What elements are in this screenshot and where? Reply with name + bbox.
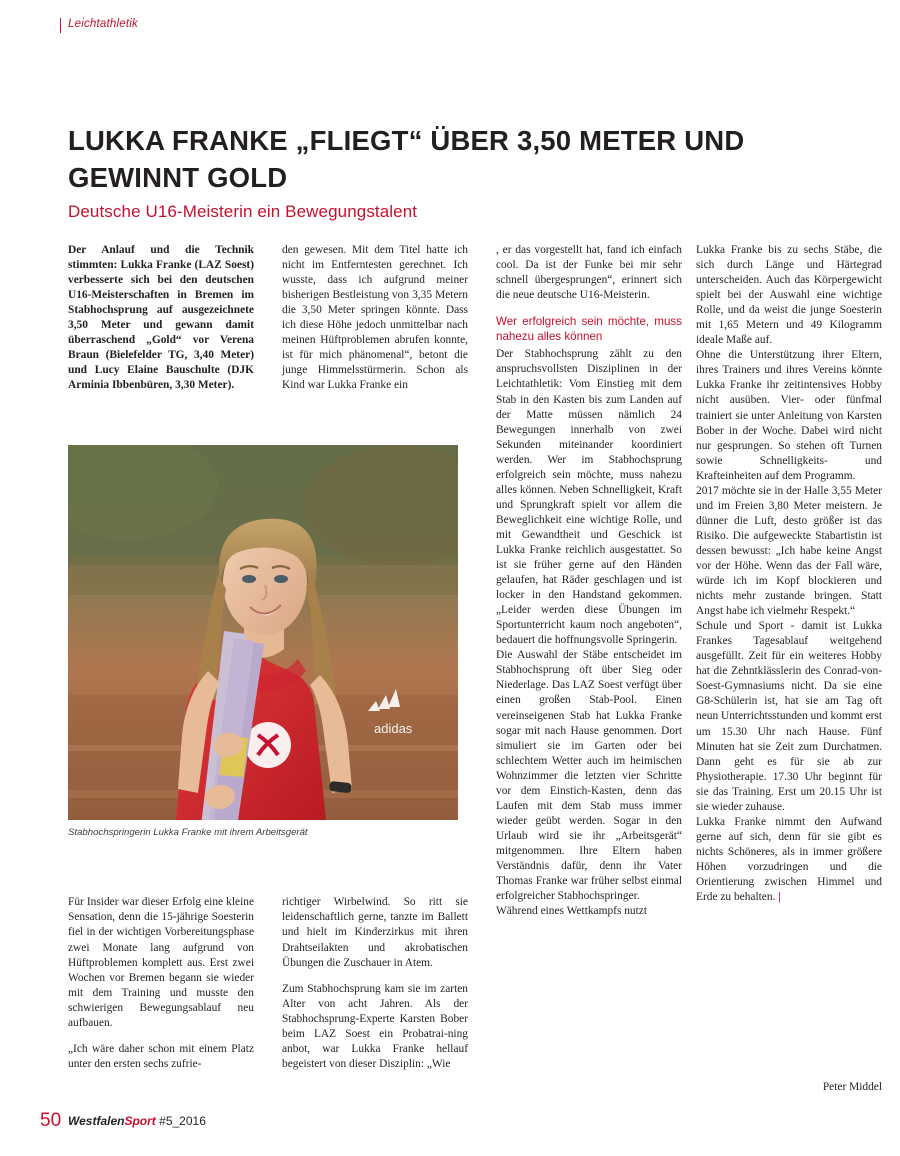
paragraph: Während eines Wettkampfs nutzt xyxy=(496,905,648,918)
paragraph: , er das vorgestellt hat, fand ich einfach cool. Da ist der Funke bei mir sehr schnell übergesprungen“, erinnert sich die neue deutsche U16-Meisterin. xyxy=(496,244,682,302)
paragraph: Für Insider war dieser Erfolg eine kleine Sensation, denn die 15-jährige Soesterin fiel in der wichtigen Vorbereitungsphase zwei Monate lang aufgrund von Hüftproblemen komplett aus. Erst zwei Wochen vor Bremen begann sie wieder mit dem Training und musste den schwierigen Bewegungsablauf neu aufbauen. xyxy=(68,896,254,1029)
text-column-1 xyxy=(68,243,254,393)
end-mark: | xyxy=(778,891,781,904)
brand-name-part2: Sport xyxy=(124,1114,156,1128)
paragraph: Schule und Sport - damit ist Lukka Frankes Tagesablauf weitgehend ausgefüllt. Zeit für ein weiteres Hobby hat die Zehntklässlerin des Conrad-von-Soest-Gymnasiums nicht. Da sie eine G8-Schülerin ist, hat sie am Tag oft neun Unterrichtsstunden und kommt erst um 15.30 Uhr nach Hause. Fünf Minuten hat sie Zeit zum Durchatmen. Dann geht es für sie ab zur Physiotherapie. 17.30 Uhr beginnt für sie das Training. Erst um 20.15 Uhr ist sie wieder zuhause. xyxy=(696,620,883,813)
paragraph: den gewesen. Mit dem Titel hatte ich nicht im Entferntesten gerechnet. Ich wusste, dass ich aufgrund meiner bisherigen Bestleistung von 3,35 Metern die 3,50 Meter springen könnte. Dass ich diese Höhe jedoch unmittelbar nach meinen Hüftproblemen abrufen konnte, ist für mich phänomenal“, betont die junge Himmelsstürmerin. Schon als Kind war Lukka Franke ein xyxy=(282,244,468,392)
photo-graphic xyxy=(68,445,458,820)
text-column-1-lower xyxy=(68,884,254,1084)
text-column-4 xyxy=(696,243,882,905)
paragraph: Ohne die Unterstützung ihrer Eltern, ihres Trainers und ihres Vereins könnte Lukka Franke ihr zeitintensives Hobby nicht ausüben. Vier- oder fünfmal trainiert sie unter Anleitung von Karsten Bober in der Woche. Dabei wird nicht nur gesprungen. So stehen oft Turnen sowie Schnelligkeits- und Krafteinheiten auf dem Programm. xyxy=(696,349,882,482)
byline: Peter Middel xyxy=(822,1081,882,1093)
paragraph xyxy=(696,815,882,905)
paragraph: Der Stabhochsprung zählt zu den anspruchsvollsten Disziplinen in der Leichtathletik: Vom Einstieg mit dem Stab in den Kasten bis zum Landen auf der Matte müssen nämlich 24 Bewegungen innerhalb von zwei Sekunden miteinander koordiniert werden. Wer im Stabhochsprung erfolgreich sein möchte, muss nahezu alles können. Neben Schnelligkeit, Kraft und Sprungkraft spielt vor allem die Beweglichkeit eine wichtige Rolle, und mit Gewandtheit und Geschick ist Lukka Franke reichlich ausgestattet. So ist sie früher gerne auf den Händen gelaufen, hat Räder geschlagen und ist locker in den Handstand gekommen. „Leider werden diese Übungen im Sportunterricht kaum noch angeboten“, bedauert die hoffnungsvolle Springerin. xyxy=(496,348,682,647)
paragraph-text: Lukka Franke nimmt den Aufwand gerne auf sich, denn für sie gibt es nichts Schöneres, als in immer größere Höhen vorzudringen und die Orientierung zwischen Himmel und Erde zu behalten. xyxy=(696,815,882,904)
paragraph: Die Auswahl der Stäbe entscheidet im Stabhochsprung oft über Sieg oder Niederlage. Das LAZ Soest verfügt über einen großen Stab-Pool. Einen vereinseigenen Stab hat Lukka Franke sogar mit nach Hause genommen. Dort simuliert sie im Garten oder bei schlechtem Wetter auch im heimischen Wohnzimmer die letzten vier Schritte vor dem Einstich-Kasten, denn das Laufen mit dem Stab muss immer wieder geübt werden. Sogar in den Urlaub wird sie ihr „Arbeitsgerät“ mitgenommen. Ihre Eltern haben Verständnis dafür, denn ihr Vater Thomas Franke war früher selbst einmal erfolgreicher Stabhochspringer. xyxy=(496,649,682,903)
paragraph: Zum Stabhochsprung kam sie im zarten Alter von acht Jahren. Als der Stabhochsprung-Experte Karsten Bober beim LAZ Soest ein Probatrai-ning anbot, war Lukka Franke hellauf begeistert von dieser Disziplin: „Wie xyxy=(282,983,468,1071)
crosshead: Wer erfolgreich sein möchte, muss nahezu alles können xyxy=(496,315,682,343)
paragraph: richtiger Wirbelwind. So ritt sie leidenschaftlich gerne, tanzte im Ballett und hielt im Kinderzirkus mit ihren Drahtseilakten und akrobatischen Übungen die Zuschauer in Atem. xyxy=(282,896,468,969)
running-head: Leichtathletik xyxy=(68,18,138,30)
brand-name-part1: Westfalen xyxy=(68,1114,125,1128)
text-column-2 xyxy=(282,243,468,393)
photo-caption: Stabhochspringerin Lukka Franke mit ihrem Arbeitsgerät xyxy=(68,827,308,838)
header-divider xyxy=(60,18,61,33)
text-column-2-lower xyxy=(282,884,468,1084)
page-title: LUKKA FRANKE „FLIEGT“ ÜBER 3,50 METER UND GEWINNT GOLD xyxy=(68,125,745,194)
lead-paragraph: Der Anlauf und die Technik stimmten: Lukka Franke (LAZ Soest) verbesserte sich bei den deutschen U16-Meisterschaften in Bremen im Stabhochsprung auf ausgezeichnete 3,50 Meter und gewann damit überraschend „Gold“ vor Verena Braun (Bielefelder TG, 3,40 Meter) und Lucy Elaine Bauschulte (DJK Arminia Ibbenbüren, 3,30 Meter). xyxy=(68,244,254,392)
page-number: 50 xyxy=(40,1110,62,1131)
paragraph: Lukka Franke bis zu sechs Stäbe, die sich durch Länge und Härtegrad unterscheiden. Auch das Körpergewicht spielt bei der Auswahl eine wichtige Rolle, und da weist die junge Soesterin mit 1,65 Metern und 49 Kilogramm ideale Maße auf. xyxy=(696,244,882,347)
paragraph: „Ich wäre daher schon mit einem Platz unter den ersten sechs zufrie- xyxy=(68,1043,254,1071)
issue-label: #5_2016 xyxy=(155,1114,206,1128)
pole-vaulter-photo xyxy=(68,445,458,820)
article-subhead: Deutsche U16-Meisterin ein Bewegungstalent xyxy=(68,202,418,221)
svg-text:adidas: adidas xyxy=(374,721,413,736)
text-column-3 xyxy=(496,243,682,919)
paragraph: 2017 möchte sie in der Halle 3,55 Meter und im Freien 3,80 Meter meistern. Je dünner die Luft, desto größer ist das Risiko. Die aufgeweckte Stabartistin ist dessen bewusst: „Ich habe keine Angst vor der Höhe. Wenn das der Fall wäre, würde ich im Kopf blockieren und nichts mehr zustande bringen. Statt Angst habe ich vielmehr Respekt.“ xyxy=(696,484,882,618)
footer-brand xyxy=(68,1114,206,1128)
